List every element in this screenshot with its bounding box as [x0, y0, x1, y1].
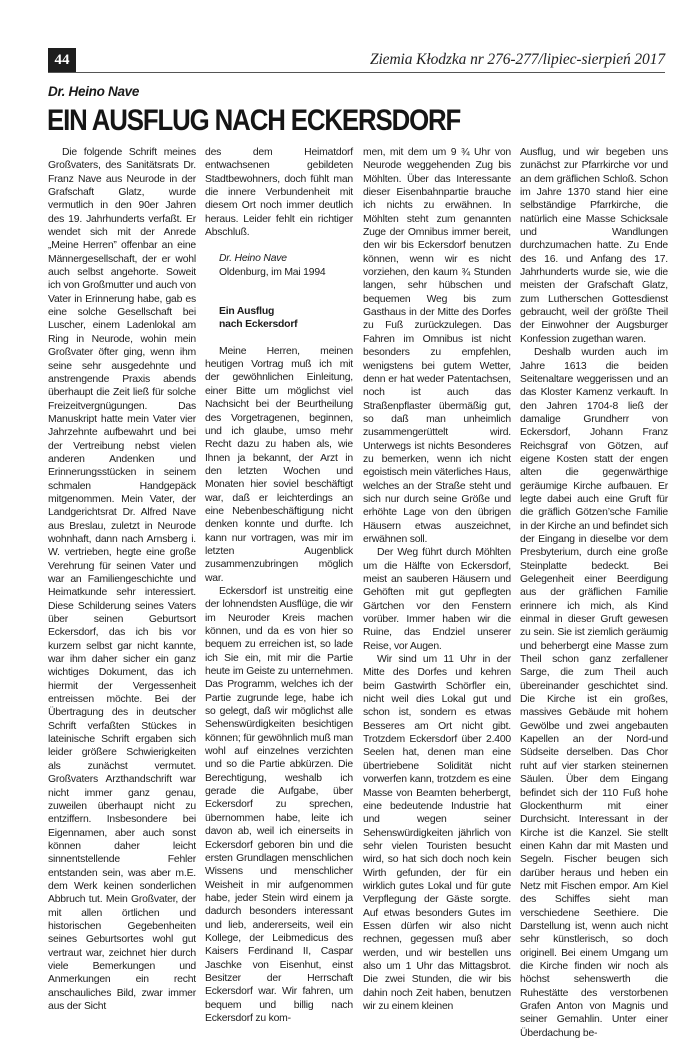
subheading-line-1: Ein Ausflug: [219, 306, 275, 318]
signature-name: Dr. Heino Nave: [219, 253, 287, 265]
body-paragraph: Eckersdorf ist unstreitig eine der lohnendsten Ausflüge, die wir im Neuroder Kreis machen können, und da es von hier so bequem zu erreichen ist, so lade ich Sie ein, mit mir die Partie heute im Geiste zu unternehmen. Das Programm, welches ich der Partie zugrunde lege, habe ich so gelegt, daß wir möglichst alle Sehenswürdigkeiten besichtigen können; für gewöhnlich muß man wohl auf einzelnes verzichten und so die Partie abkürzen. Die Berechtigung, weshalb ich gerade die Aufgabe, über Eckersdorf zu sprechen, übernommen habe, leite ich davon ab, weil ich einerseits in Eckersdorf geboren bin und die ersten Grundlagen menschlichen Wissens und menschlicher Weisheit in mir aufgenommen habe, jeder Stein wird einem ja dadurch besonders interessant und lieb, andererseits, weil ein Kollege, der Leibmedicus des Kaisers Ferdinand II, Caspar Jaschke von Eisenhut, einst Besitzer der Herrschaft Eckersdorf war. Wir fahren, um bequem und billig nach Eckersdorf zu kom-: [205, 585, 353, 1024]
article-title: EIN AUSFLUG NACH ECKERSDORF: [47, 104, 461, 137]
signature-place-date: Oldenburg, im Mai 1994: [219, 266, 326, 278]
text-column-3: [363, 146, 511, 1013]
text-column-2: [205, 146, 353, 1025]
page-number: 44: [48, 48, 76, 72]
text-column-4: [520, 146, 668, 1040]
article-author: Dr. Heino Nave: [48, 84, 140, 99]
body-paragraph-continued: men, mit dem um 9 ¾ Uhr von Neurode weggehenden Zug bis Möhlten. Über das Interessante dieser Eisenbahnpartie brauche ich nichts zu erwähnen. In Möhlten steht zum genannten Zuge der Omnibus immer bereit, den wir bis Eckersdorf benutzen können, wenn wir es nicht vorziehen, den kaum ¾ Stunden langen, sehr hübschen und bequemen Weg bis zum Gasthaus in der Mitte des Dorfes zu Fuß zurückzulegen. Das Fahren im Omnibus ist nicht besonders zu empfehlen, wenigstens bei gutem Wetter, denn er hat weder Patentachsen, noch ist auch das Straßenpflaster übermäßig gut, so daß man unheimlich zusammengerüttelt wird. Unterwegs ist nichts Besonderes zu bemerken, wenn ich nicht egoistisch mein väterliches Haus, welches an der Straße steht und sich nur durch seine Größe und erhöhte Lage von den übrigen Häusern etwas auszeichnet, erwähnen soll.: [363, 147, 511, 545]
page-header: [48, 48, 665, 73]
subheading-line-2: nach Eckersdorf: [219, 319, 298, 331]
body-paragraph-continued: Ausflug, und wir begeben uns zunächst zur Pfarrkirche vor und an dem gräflichen Schloß. Schon im Jahre 1370 stand hier eine selbständige Pfarrkirche, die natürlich eine Masse Schicksale und Wandlungen durchzumachen hatte. Zu Ende des 16. und Anfang des 17. Jahrhunderts wurde sie, wie die meisten der Grafschaft Glatz, zum Lutherschen Gottesdienst gebraucht, weil der größte Theil der Einwohner der Augsburger Konfession zugethan waren.: [520, 147, 668, 345]
journal-issue-title: Ziemia Kłodzka nr 276-277/lipiec-sierpień 2017: [369, 51, 665, 68]
body-paragraph: Deshalb wurden auch im Jahre 1613 die beiden Seitenaltare weggerissen und an das Kloster Kamenz verkauft. In den Jahren 1704-8 ließ der damalige Grundherr von Eckersdorf, Johann Franz Reichsgraf von Götzen, auf eigene Kosten statt der engen alten die gegenwärthige geräumige Kirche aufbauen. Er legte dabei auch eine Gruft für die gräflich Götzen’sche Familie in der Kirche an und befindet sich der Eingang in dieselbe vor dem Presbyterium, durch eine große Steinplatte bedeckt. Bei Gelegenheit einer Beerdigung aus der gräflichen Familie erinnere ich mich, als Kind einmal in dieser Gruft gewesen zu sein. Sie ist ziemlich geräumig und beherbergt eine Masse zum Theil schon ganz zerfallener Sarge, die zum Theil auch übereinander geschichtet sind. Die Kirche ist ein großes, massives Gebäude mit hohem Gewölbe und zwei angebauten Kapellen an der Nord-und Südseite derselben. Das Chor ruht auf vier starken steinernen Säulen. Über dem Eingang befindet sich der 110 Fuß hohe Glockenthurm mit einer Durchsicht. Interessant in der Kirche ist die Kanzel. Sie stellt einen Kahn dar mit Masten und Segeln. Fischer beugen sich darüber heraus und heben ein Netz mit Fischen empor. Am Kiel des Schiffes sieht man verschiedene Seethiere. Die Darstellung ist, wenn auch nicht sehr künstlerisch, so doch originell. Bei einem Umgang um die Kirche finden wir noch als höchst sehenswerth die Ruhestätte des verstorbenen Grafen Anton von Magnis und seiner Gemahlin. Unter einer Überdachung be-: [520, 347, 668, 1039]
intro-paragraph-continued: des dem Heimatdorf entwachsenen gebildeten Stadtbewohners, doch fühlt man die innere Verbundenheit mit diesem Ort noch immer deutlich heraus. Leider fehlt ein richtiger Abschluß.: [205, 147, 353, 239]
section-subheading: [219, 305, 353, 332]
body-paragraph: Wir sind um 11 Uhr in der Mitte des Dorfes und kehren beim Gastwirth Schörfler ein, nicht weil dies Lokal gut und schon ist, sondern es etwas Besseres am Ort nicht gibt. Trotzdem Eckersdorf über 2.400 Seelen hat, denen man eine übertriebene Solidität nicht vorwerfen kann, trotzdem es eine Masse von Beamten beherbergt, eine bedeutende Industrie hat und wegen seiner Sehenswürdigkeiten jährlich von sehr vielen Touristen besucht wird, so hat sich doch noch kein Wirth gefunden, der für ein wirklich gutes Lokal und für gute Verpflegung der Gäste sorgte. Auf etwas besonders Gutes im Essen dürfen wir also nicht rechnen, gegessen muß aber werden, und wir bestellen uns also um 1 Uhr das Mittagsbrot. Die zwei Stunden, die wir bis dahin noch Zeit haben, benutzen wir zu einem kleinen: [363, 654, 511, 1012]
text-column-1: [48, 146, 196, 1013]
body-paragraph: Der Weg führt durch Möhlten um die Hälfte von Eckersdorf, meist an sauberen Häusern und Gehöften mit gut gepflegten Gärtchen vor den Fenstern vorüber. Immer haben wir die Ruine, das Endziel unserer Reise, vor Augen.: [363, 547, 511, 652]
intro-signature: [219, 252, 353, 279]
intro-paragraph: Die folgende Schrift meines Großvaters, des Sanitätsrats Dr. Franz Nave aus Neurode in der Grafschaft Glatz, wurde vermutlich in den 90er Jahren des 19. Jahrhunderts verfaßt. Er wendet sich mit der Anrede „Meine Herren” offenbar an eine Männergesellschaft, der er wohl auch selbst angehorte. Soweit ich von Großmutter und auch von Vater in Erinnerung habe, gab es eine solche Gesellschaft bei Luscher, einem Ladenlokal am Ring in Neurode, wohin mein Großvater öfter ging, wenn ihm seine sehr ausgedehnte und anstrengende Praxis abends überhaupt die Zeit ließ für solche Freizeitvergnügungen. Das Manuskript hatte mein Vater vier Jahrzehnte aufbewahrt und bei der Vertreibung nebst vielen anderen Andenken und Erinnerungsstücken in seinem schmalen Handgepäck mitgenommen. Mein Vater, der Landgerichtsrat Dr. Alfred Nave aus Breslau, zuletzt in Neurode wohnhaft, dann nach Arnsberg i. W. vertrieben, hegte eine große Verehrung für seinen Vater und war an Familiengeschichte und Heimatkunde sehr interessiert. Diese Schilderung seines Vaters über seinen Geburtsort Eckersdorf, das ich bis vor kurzem selbst gar nicht kannte, war ihm daher sicher ein ganz wichtiges Dokument, das ich hiermit der Vergessenheit entreissen möchte. Bei der Übertragung des in deutscher Schrift verfaßten Stückes in lateinische Schrift ergaben sich leider größere Schwierigkeiten als zunächst vermutet. Großvaters Arzthandschrift war nicht immer ganz genau, zuweilen überhaupt nicht zu entziffern. Insbesondere bei Eigennamen, aber auch sonst können daher leicht sinnentstellende Fehler entstanden sein, was aber m.E. dem Werk keinen sonderlichen Abbruch tut. Mein Großvater, der mit allen örtlichen und historischen Gegebenheiten seines Geburtsortes wohl gut vertraut war, zeichnet hier durch viele Bemerkungen und Anmerkungen ein recht anschauliches Bild, zwar immer aus der Sicht: [48, 147, 197, 1012]
body-paragraph: Meine Herren, meinen heutigen Vortrag muß ich mit der gewöhnlichen Einleitung, einer Bitte um möglichst viel Nachsicht bei der Beurtheilung des Vorgetragenen, beginnen, und ich glaube, umso mehr Recht dazu zu haben als, wie Ihnen ja bekannt, der Arzt in den letzten Wochen und Monaten hier soviel beschäftigt war, daß er leichterdings an eine Nebenbeschäftigung nicht denken konnte und durfte. Ich kann nur vortragen, was mir im letzten Augenblick zusammenzubringen möglich war.: [205, 345, 353, 584]
